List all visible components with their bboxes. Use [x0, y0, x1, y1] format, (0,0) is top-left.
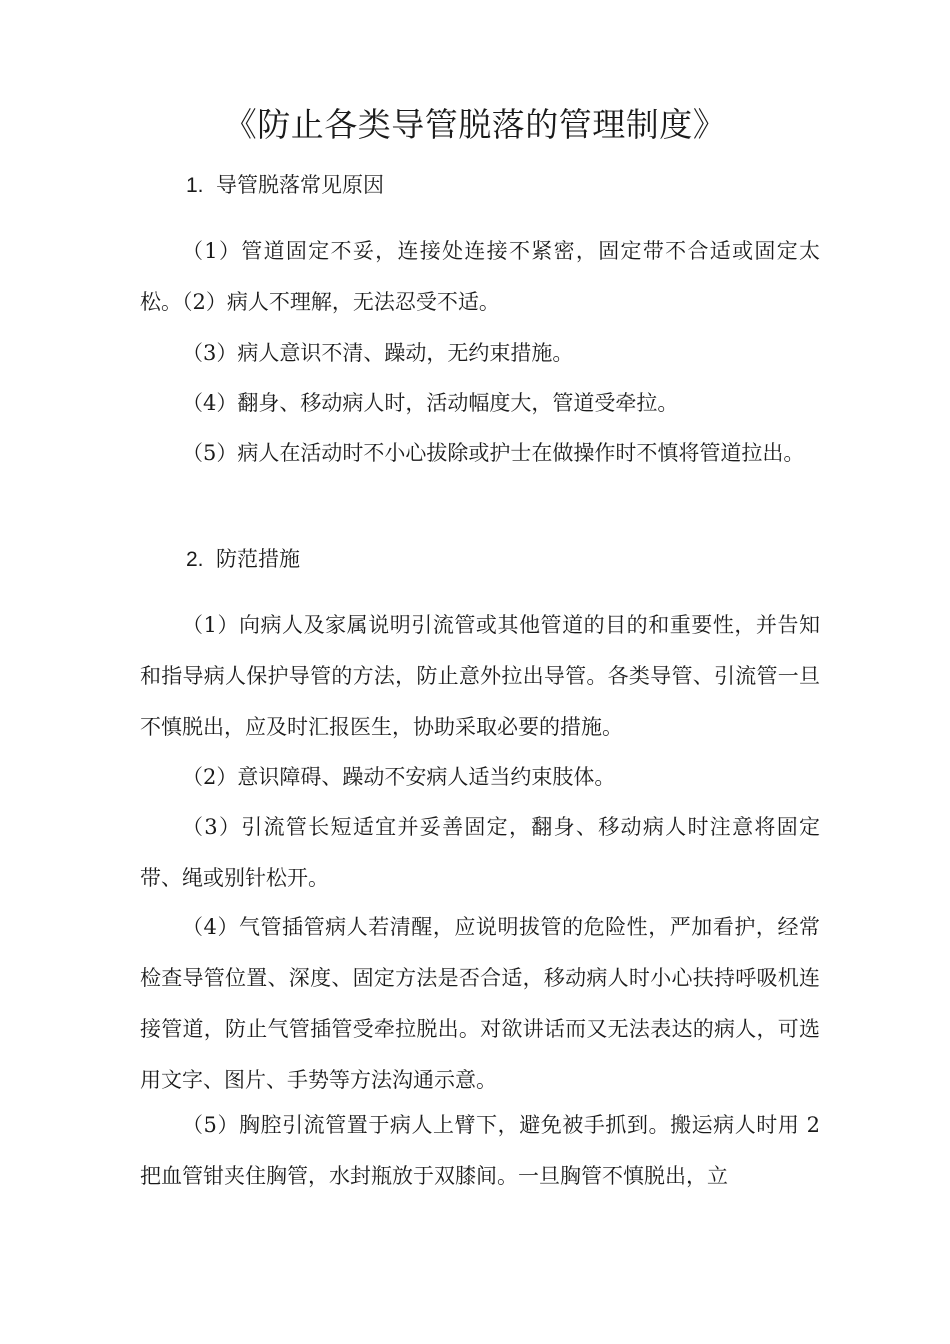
paragraph: （4）气管插管病人若清醒，应说明拔管的危险性，严加看护，经常检查导管位置、深度、固定方法是否合适，移动病人时小心扶持呼吸机连接管道，防止气管插管受牵拉脱出。对欲讲话而又无法表达的病人，可选用文字、图片、手势等方法沟通示意。: [140, 915, 820, 1092]
paragraph: （3）引流管长短适宜并妥善固定，翻身、移动病人时注意将固定带、绳或别针松开。: [140, 815, 820, 890]
section-heading-measures: [186, 544, 300, 575]
section-heading-text: 导管脱落常见原因: [216, 173, 384, 197]
paragraph: （5）病人在活动时不小心拔除或护士在做操作时不慎将管道拉出。: [182, 441, 805, 465]
section-number: 2.: [186, 548, 204, 571]
section-heading-text: 防范措施: [216, 547, 300, 571]
paragraph: （1）管道固定不妥，连接处连接不紧密，固定带不合适或固定太松。（2）病人不理解，无法忍受不适。: [140, 239, 820, 314]
paragraph: （4）翻身、移动病人时，活动幅度大，管道受牵拉。: [182, 391, 679, 415]
paragraph: （1）向病人及家属说明引流管或其他管道的目的和重要性，并告知和指导病人保护导管的方法，防止意外拉出导管。各类导管、引流管一旦不慎脱出，应及时汇报医生，协助采取必要的措施。: [140, 613, 820, 739]
paragraph: （3）病人意识不清、躁动，无约束措施。: [182, 341, 574, 365]
document-title: 《防止各类导管脱落的管理制度》: [223, 105, 727, 144]
section-heading-causes: [186, 170, 384, 201]
paragraph: （5）胸腔引流管置于病人上臂下，避免被手抓到。搬运病人时用 2 把血管钳夹住胸管，水封瓶放于双膝间。一旦胸管不慎脱出，立: [140, 1113, 820, 1188]
section-number: 1.: [186, 174, 204, 197]
paragraph: （2）意识障碍、躁动不安病人适当约束肢体。: [182, 765, 616, 789]
